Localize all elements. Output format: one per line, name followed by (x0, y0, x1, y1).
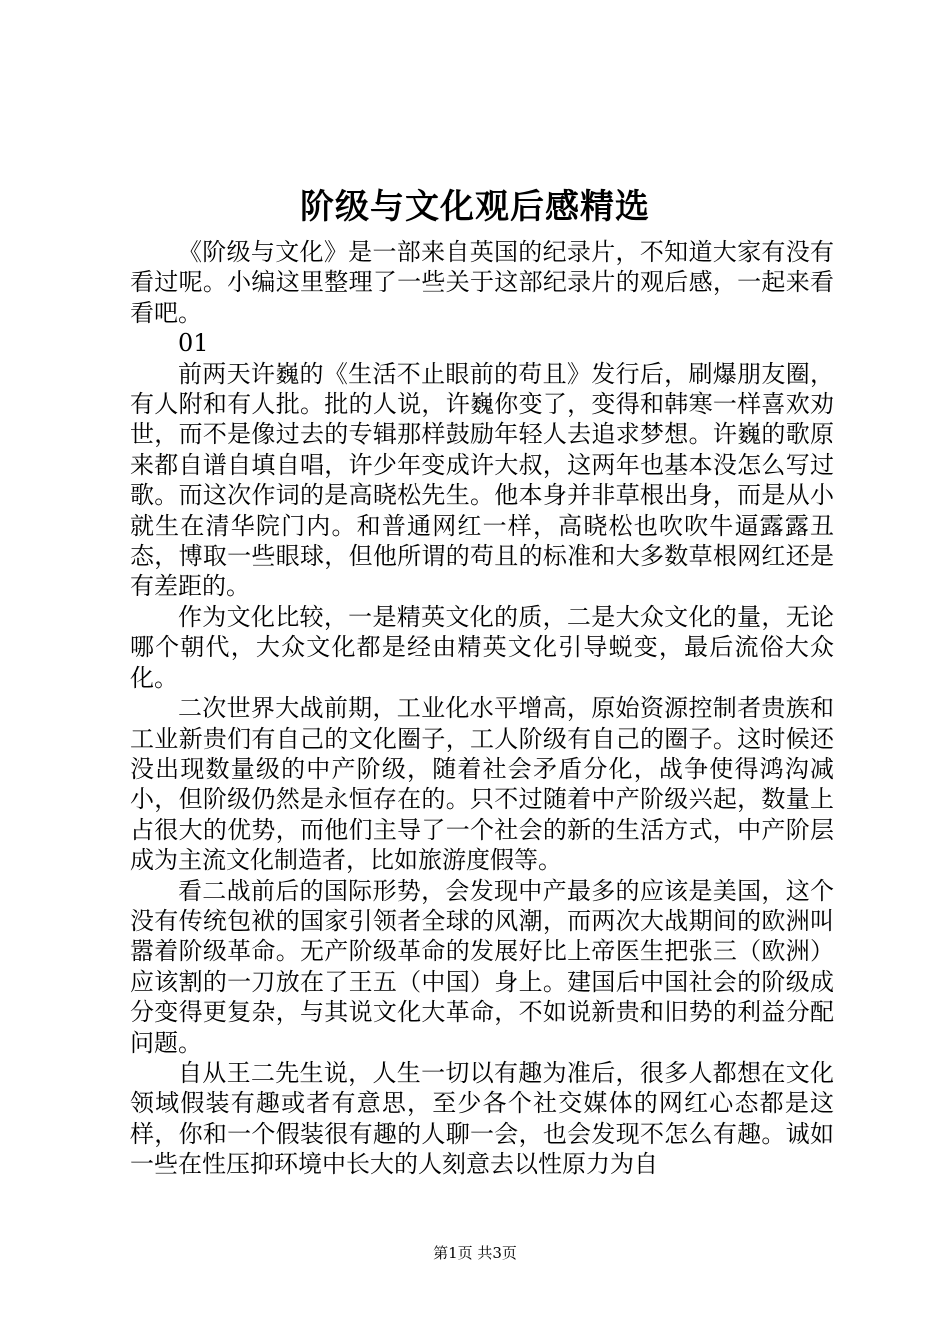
document-title: 阶级与文化观后感精选 (300, 187, 650, 227)
document-body (130, 237, 834, 1180)
paragraph: 二次世界大战前期，工业化水平增高，原始资源控制者贵族和工业新贵们有自己的文化圈子，工人阶级有自己的圈子。这时候还没出现数量级的中产阶级，随着社会矛盾分化，战争使得鸿沟减小，但阶级仍然是永恒存在的。只不过随着中产阶级兴起，数量上占很大的优势，而他们主导了一个社会的新的生活方式，中产阶层成为主流文化制造者，比如旅游度假等。 (130, 694, 834, 875)
paragraph: 看二战前后的国际形势，会发现中产最多的应该是美国，这个没有传统包袱的国家引领者全球的风潮，而两次大战期间的欧洲叫嚣着阶级革命。无产阶级革命的发展好比上帝医生把张三（欧洲）应该割的一刀放在了王五（中国）身上。建国后中国社会的阶级成分变得更复杂，与其说文化大革命，不如说新贵和旧势的利益分配问题。 (130, 876, 834, 1057)
paragraph: 前两天许巍的《生活不止眼前的苟且》发行后，刷爆朋友圈，有人附和有人批。批的人说，许巍你变了，变得和韩寒一样喜欢劝世，而不是像过去的专辑那样鼓励年轻人去追求梦想。许巍的歌原来都自谱自填自唱，许少年变成许大叔，这两年也基本没怎么写过歌。而这次作词的是高晓松先生。他本身并非草根出身，而是从小就生在清华院门内。和普通网红一样，高晓松也吹吹牛逼露露丑态，博取一些眼球，但他所谓的苟且的标准和大多数草根网红还是有差距的。 (130, 359, 834, 601)
paragraph: 自从王二先生说，人生一切以有趣为准后，很多人都想在文化领域假装有趣或者有意思，至少各个社交媒体的网红心态都是这样，你和一个假装很有趣的人聊一会，也会发现不怎么有趣。诚如一些在性压抑环境中长大的人刻意去以性原力为自 (130, 1058, 834, 1179)
paragraph-intro: 《阶级与文化》是一部来自英国的纪录片，不知道大家有没有看过呢。小编这里整理了一些关于这部纪录片的观后感，一起来看看吧。 (130, 238, 834, 327)
paragraph-section-number: 01 (178, 329, 209, 358)
page-footer: 第1页 共3页 (433, 1244, 517, 1262)
paragraph: 作为文化比较，一是精英文化的质，二是大众文化的量，无论哪个朝代，大众文化都是经由精英文化引导蜕变，最后流俗大众化。 (130, 602, 834, 692)
